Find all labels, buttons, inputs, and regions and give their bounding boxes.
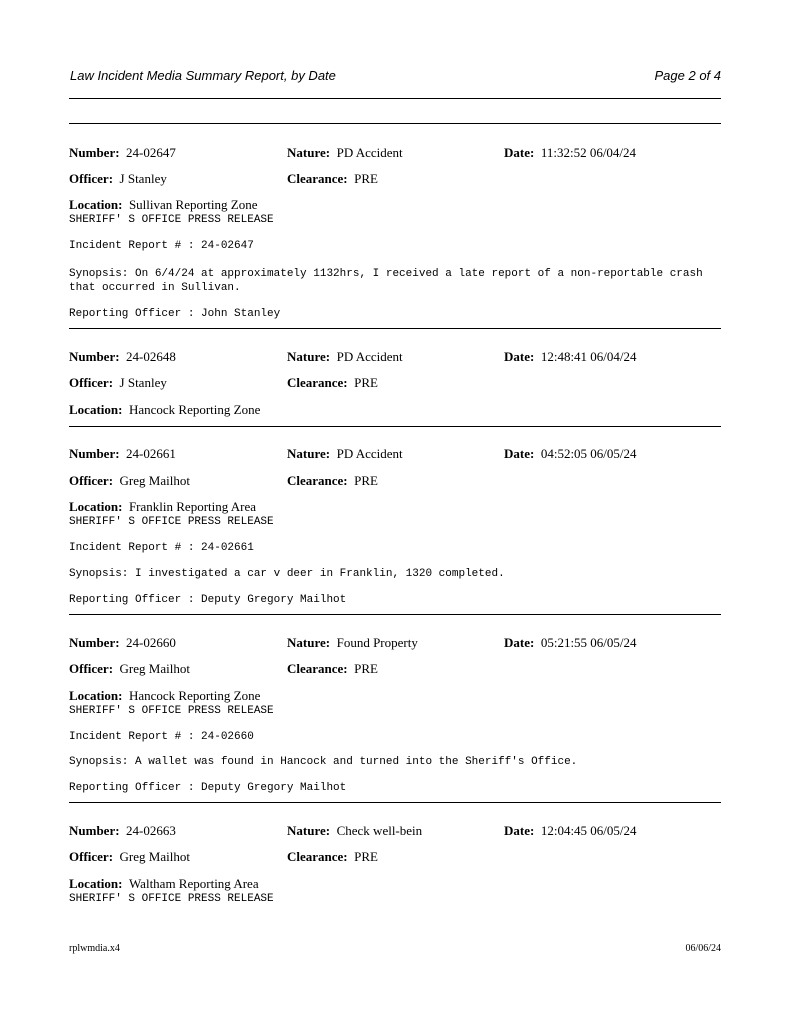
number-field: Number: 24-02663 <box>69 823 176 838</box>
incident-report-line: Incident Report # : 24-02660 <box>69 731 254 743</box>
nature-field: Nature: Check well-bein <box>287 823 423 838</box>
officer-field: Officer: Greg Mailhot <box>69 849 190 864</box>
date-field: Date: 11:32:52 06/04/24 <box>504 145 637 160</box>
press-release-line: SHERIFF' S OFFICE PRESS RELEASE <box>69 705 274 717</box>
officer-field: Officer: Greg Mailhot <box>69 473 190 488</box>
number-field: Number: 24-02661 <box>69 446 176 461</box>
clearance-field: Clearance: PRE <box>287 473 378 488</box>
date-field: Date: 05:21:55 06/05/24 <box>504 635 637 650</box>
synopsis-text: Synopsis: I investigated a car v deer in Franklin, 1320 completed. <box>69 568 505 580</box>
number-field: Number: 24-02660 <box>69 635 176 650</box>
location-field: Location: Franklin Reporting Area <box>69 499 257 514</box>
reporting-officer-line: Reporting Officer : Deputy Gregory Mailhot <box>69 782 347 794</box>
officer-field: Officer: Greg Mailhot <box>69 661 190 676</box>
press-release-line: SHERIFF' S OFFICE PRESS RELEASE <box>69 893 274 905</box>
synopsis-text: Synopsis: A wallet was found in Hancock and turned into the Sheriff's Office. <box>69 756 578 768</box>
clearance-field: Clearance: PRE <box>287 849 378 864</box>
nature-field: Nature: PD Accident <box>287 349 403 364</box>
clearance-field: Clearance: PRE <box>287 375 378 390</box>
location-field: Location: Hancock Reporting Zone <box>69 402 261 417</box>
footer-print-date: 06/06/24 <box>685 943 721 954</box>
clearance-field: Clearance: PRE <box>287 171 378 186</box>
synopsis-text: Synopsis: On 6/4/24 at approximately 1132hrs, I received a late report of a non-reportable crash that occurred in Sullivan. <box>69 268 710 294</box>
header-rule-2 <box>69 123 721 124</box>
location-field: Location: Sullivan Reporting Zone <box>69 197 258 212</box>
date-field: Date: 04:52:05 06/05/24 <box>504 446 637 461</box>
press-release-line: SHERIFF' S OFFICE PRESS RELEASE <box>69 214 274 226</box>
page-number: Page 2 of 4 <box>654 68 721 83</box>
clearance-field: Clearance: PRE <box>287 661 378 676</box>
footer-report-id: rplwmdia.x4 <box>69 943 120 954</box>
officer-field: Officer: J Stanley <box>69 171 167 186</box>
nature-field: Nature: Found Property <box>287 635 418 650</box>
press-release-line: SHERIFF' S OFFICE PRESS RELEASE <box>69 516 274 528</box>
location-field: Location: Hancock Reporting Zone <box>69 688 261 703</box>
reporting-officer-line: Reporting Officer : John Stanley <box>69 308 281 320</box>
header-rule <box>69 98 721 99</box>
officer-field: Officer: J Stanley <box>69 375 167 390</box>
date-field: Date: 12:48:41 06/04/24 <box>504 349 637 364</box>
record-divider <box>69 328 721 329</box>
nature-field: Nature: PD Accident <box>287 145 403 160</box>
incident-report-line: Incident Report # : 24-02661 <box>69 542 254 554</box>
number-field: Number: 24-02647 <box>69 145 176 160</box>
incident-report-line: Incident Report # : 24-02647 <box>69 240 254 252</box>
nature-field: Nature: PD Accident <box>287 446 403 461</box>
record-divider <box>69 426 721 427</box>
report-title: Law Incident Media Summary Report, by Date <box>70 68 336 83</box>
record-divider <box>69 614 721 615</box>
date-field: Date: 12:04:45 06/05/24 <box>504 823 637 838</box>
reporting-officer-line: Reporting Officer : Deputy Gregory Mailhot <box>69 594 347 606</box>
location-field: Location: Waltham Reporting Area <box>69 876 259 891</box>
record-divider <box>69 802 721 803</box>
number-field: Number: 24-02648 <box>69 349 176 364</box>
